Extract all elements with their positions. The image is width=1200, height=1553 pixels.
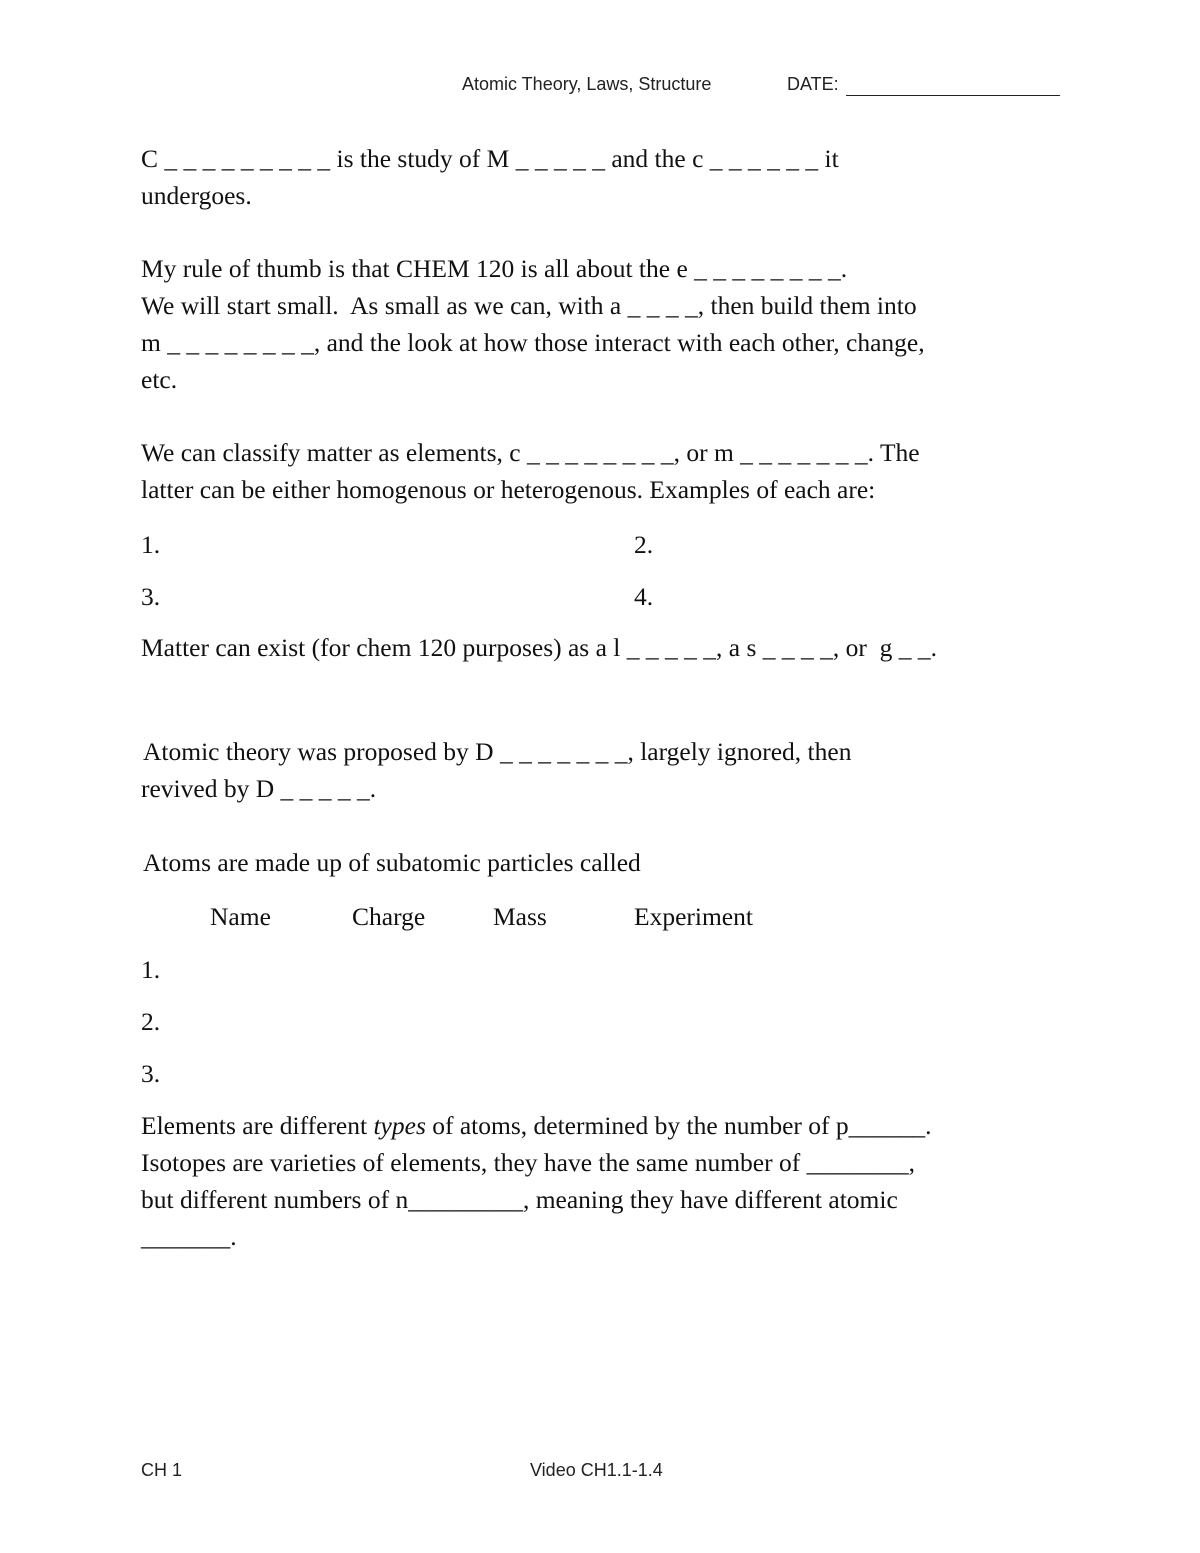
example-item-2: 2. xyxy=(634,530,654,559)
rule-line-3: m _ _ _ _ _ _ _ _, and the look at how those interact with each other, change, xyxy=(141,328,925,357)
example-item-4: 4. xyxy=(634,582,654,611)
rule-line-2: We will start small. As small as we can, with a _ _ _ _, then build them into xyxy=(141,291,917,320)
column-header-name: Name xyxy=(210,902,271,931)
example-item-1: 1. xyxy=(141,530,161,559)
date-blank-line[interactable] xyxy=(846,95,1060,96)
elements-line-1-start: Elements are different xyxy=(141,1111,374,1140)
classify-line-2: latter can be either homogenous or heterogenous. Examples of each are: xyxy=(141,475,876,504)
particle-row-2: 2. xyxy=(141,1007,161,1036)
date-label: DATE: xyxy=(787,74,839,94)
classify-line-1: We can classify matter as elements, c _ _ _ _ _ _ _ _, or m _ _ _ _ _ _ _. The xyxy=(141,438,920,467)
rule-line-1: My rule of thumb is that CHEM 120 is all about the e _ _ _ _ _ _ _ _. xyxy=(141,254,848,283)
rule-line-4: etc. xyxy=(141,365,178,394)
footer-chapter: CH 1 xyxy=(141,1460,183,1480)
elements-line-2: Isotopes are varieties of elements, they have the same number of ________, xyxy=(141,1148,915,1177)
elements-line-3: but different numbers of n_________, meaning they have different atomic xyxy=(141,1185,898,1214)
footer-video-ref: Video CH1.1-1.4 xyxy=(530,1460,663,1480)
subatomic-intro: Atoms are made up of subatomic particles called xyxy=(143,848,641,877)
page-header-title: Atomic Theory, Laws, Structure xyxy=(462,74,712,94)
column-header-mass: Mass xyxy=(493,902,547,931)
particle-row-1: 1. xyxy=(141,955,161,984)
elements-line-1 xyxy=(141,1108,932,1145)
elements-line-1-end: of atoms, determined by the number of p______. xyxy=(425,1111,932,1140)
example-item-3: 3. xyxy=(141,582,161,611)
definition-line-1: C _ _ _ _ _ _ _ _ _ is the study of M _ _ _ _ _ and the c _ _ _ _ _ _ it xyxy=(141,144,839,173)
column-header-charge: Charge xyxy=(352,902,426,931)
elements-types-italic: types xyxy=(373,1111,426,1140)
column-header-experiment: Experiment xyxy=(634,902,753,931)
states-line: Matter can exist (for chem 120 purposes) as a l _ _ _ _ _, a s _ _ _ _, or g _ _. xyxy=(141,633,937,662)
atomic-theory-line-1: Atomic theory was proposed by D _ _ _ _ _ _ _, largely ignored, then xyxy=(143,737,852,766)
definition-line-2: undergoes. xyxy=(141,181,252,210)
atomic-theory-line-2: revived by D _ _ _ _ _. xyxy=(141,774,377,803)
elements-line-4: _______. xyxy=(141,1222,237,1251)
particle-row-3: 3. xyxy=(141,1059,161,1088)
